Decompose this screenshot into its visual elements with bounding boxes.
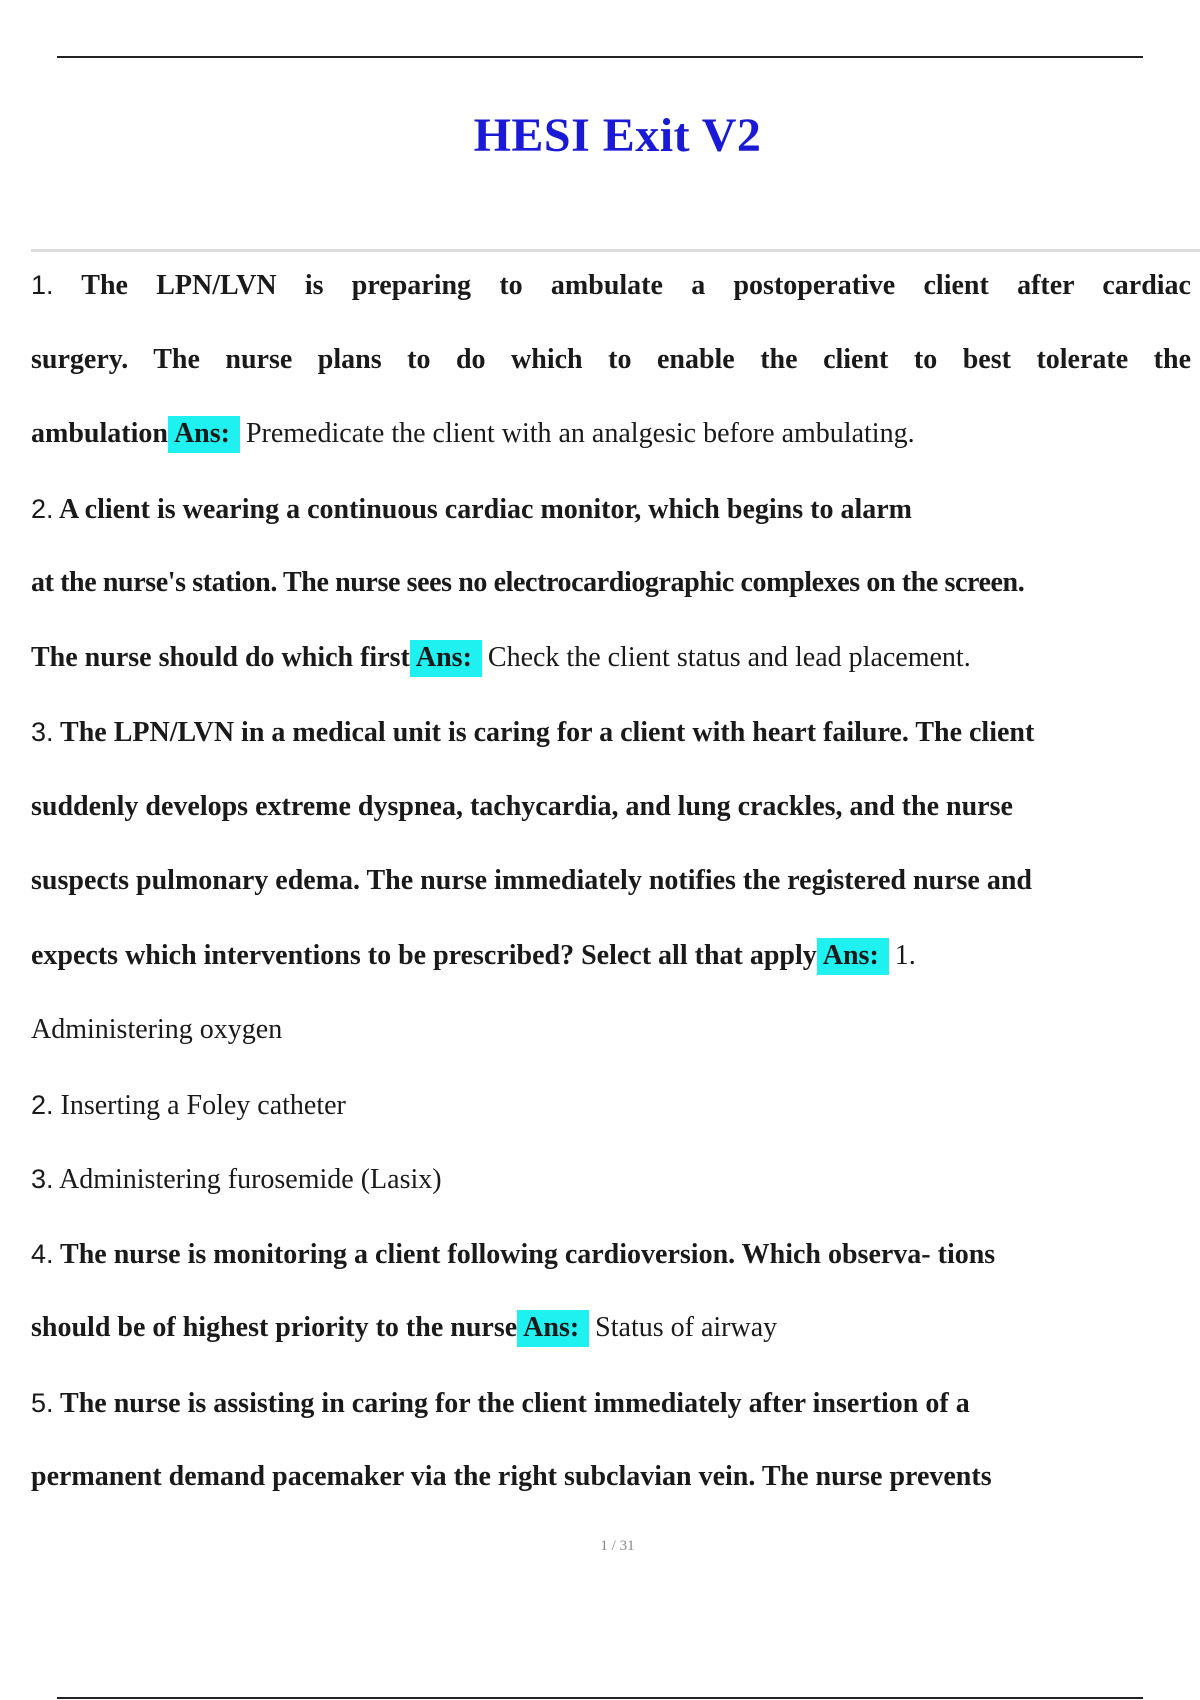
question-1-number: 1. <box>31 270 54 300</box>
answer-label: Ans: <box>410 640 482 677</box>
question-3-option-3: 3. Administering furosemide (Lasix) <box>31 1164 442 1195</box>
answer-label: Ans: <box>817 938 889 975</box>
question-1-line-2: surgery. The nurse plans to do which to enable the client to best tolerate the <box>31 343 1191 375</box>
question-4-answer-line: should be of highest priority to the nurse Ans: Status of airway <box>31 1291 1191 1366</box>
question-3-option-1: Administering oxygen <box>31 1014 283 1045</box>
answer-text: 1. <box>894 939 916 971</box>
answer-label: Ans: <box>168 416 240 453</box>
question-5-line-1: 5. The nurse is assisting in caring for the client immediately after insertion of a <box>31 1387 970 1419</box>
document-title: HESI Exit V2 <box>473 109 762 162</box>
top-rule <box>57 56 1143 58</box>
answer-text: Premedicate the client with an analgesic before ambulating. <box>245 418 915 449</box>
question-4-line-1: 4. The nurse is monitoring a client following cardioversion. Which observa- tions <box>31 1238 996 1270</box>
question-3-line-3: suspects pulmonary edema. The nurse immediately notifies the registered nurse and <box>31 865 1032 896</box>
question-3-option-2: 2. Inserting a Foley catheter <box>31 1089 346 1121</box>
question-2-answer-line: The nurse should do which first Ans: Check the client status and lead placement. <box>31 621 1191 696</box>
question-list <box>31 248 1191 1515</box>
question-5-number: 5. <box>31 1387 54 1418</box>
answer-text: Check the client status and lead placement. <box>487 641 971 673</box>
answer-text: Status of airway <box>595 1312 778 1343</box>
question-4-number: 4. <box>31 1238 54 1269</box>
bottom-rule <box>57 1697 1143 1699</box>
question-1-answer-line: ambulation Ans: Premedicate the client with an analgesic before ambulating. <box>31 397 1191 472</box>
page-number: 1 / 31 <box>600 1538 635 1554</box>
question-3-answer-line: expects which interventions to be prescribed? Select all that apply Ans: 1. <box>31 919 1191 994</box>
question-3-line-1: 3. The LPN/LVN in a medical unit is caring for a client with heart failure. The client <box>31 717 1035 748</box>
question-3-line-2: suddenly develops extreme dyspnea, tachycardia, and lung crackles, and the nurse <box>31 790 1013 822</box>
question-1-line-1: 1. The LPN/LVN is preparing to ambulate a postoperative client after cardiac <box>31 270 1191 301</box>
answer-label: Ans: <box>517 1310 589 1347</box>
question-5-line-2: permanent demand pacemaker via the right subclavian vein. The nurse prevents <box>31 1461 992 1492</box>
question-2-number: 2. <box>31 493 54 524</box>
question-2-line-2: at the nurse's station. The nurse sees no electrocardiographic complexes on the screen. <box>31 567 1025 598</box>
question-3-number: 3. <box>31 717 54 747</box>
question-2-line-1: 2. A client is wearing a continuous cardiac monitor, which begins to alarm <box>31 493 912 525</box>
